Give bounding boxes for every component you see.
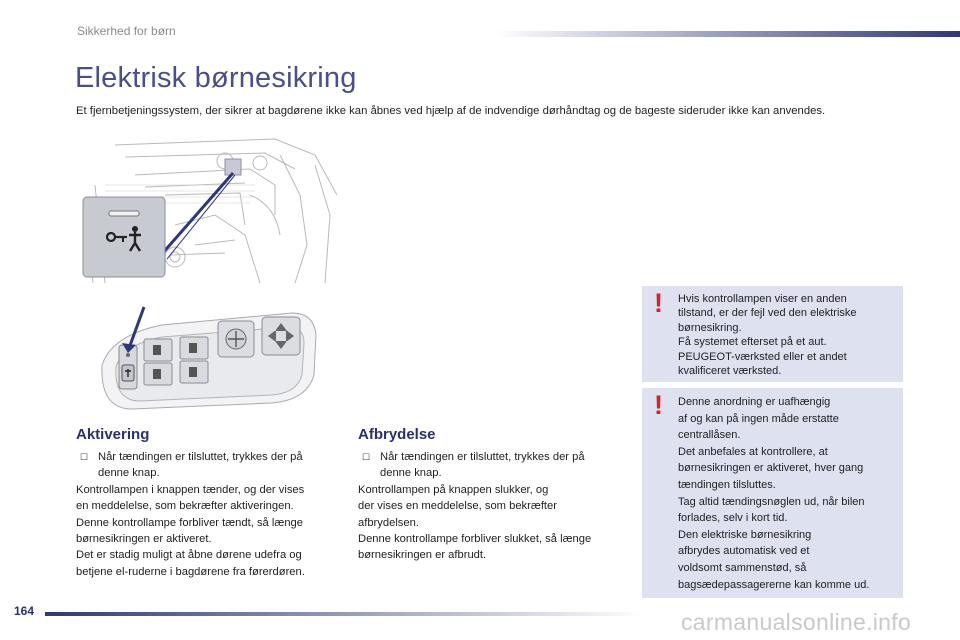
activation-title: Aktivering — [76, 426, 150, 443]
activation-text — [76, 449, 346, 580]
warning-line: tilstand, er der fejl ved den elektriske — [678, 307, 857, 320]
deactivation-line-1: Kontrollampen på knappen slukker, og — [358, 483, 549, 496]
activation-line-6: betjene el-ruderne i bagdørene fra førerdøren. — [76, 565, 305, 578]
warning-line: Få systemet efterset på et aut. — [678, 336, 827, 349]
warning-text — [678, 292, 898, 378]
page-number: 164 — [14, 604, 35, 618]
deactivation-line-5: børnesikringen er afbrudt. — [358, 549, 487, 562]
intro-text: Et fjernbetjeningssystem, der sikrer at bagdørene ikke kan åbnes ved hjælp af de indvendige dørhåndtag og de bageste sideruder ikke kan anvendes. — [76, 105, 826, 117]
arrow-bullet-icon: ☐ — [80, 452, 89, 462]
warning-line: børnesikring. — [678, 321, 742, 334]
deactivation-line-4: Denne kontrollampe forbliver slukket, så længe — [358, 533, 592, 546]
activation-bullet-line-2: denne knap. — [98, 467, 160, 480]
activation-line-5: Det er stadig muligt at åbne dørene udefra og — [76, 549, 302, 562]
arrow-bullet-icon: ☐ — [362, 452, 371, 462]
warning-line: børnesikringen er aktiveret, hver gang — [678, 462, 864, 475]
deactivation-bullet — [358, 449, 628, 482]
warning-line: af og kan på ingen måde erstatte — [678, 412, 839, 425]
deactivation-line-3: afbrydelsen. — [358, 516, 419, 529]
warning-line: centrallåsen. — [678, 429, 741, 442]
warning-line: bagsædepassagererne kan komme ud. — [678, 578, 870, 591]
warning-line: PEUGEOT-værksted eller et andet — [678, 350, 847, 363]
deactivation-bullet-line-1: Når tændingen er tilsluttet, trykkes der på — [380, 451, 585, 463]
warning-exclamation-icon: ! — [654, 390, 663, 420]
section-header: Sikkerhed for børn — [77, 24, 176, 38]
warning-line: Hvis kontrollampen viser en anden — [678, 293, 847, 305]
warning-line: Denne anordning er uafhængig — [678, 396, 831, 408]
warning-exclamation-icon: ! — [654, 288, 663, 318]
warning-box-central-locking — [642, 388, 903, 598]
door-panel-illustration — [92, 305, 320, 410]
dashboard-illustration — [75, 135, 337, 283]
footer-bar — [45, 612, 645, 616]
warning-box-fault — [642, 286, 903, 382]
deactivation-title: Afbrydelse — [358, 426, 436, 443]
warning-line: Den elektriske børnesikring — [678, 528, 812, 541]
watermark: carmanualsonline.info — [681, 609, 912, 635]
deactivation-bullet-line-2: denne knap. — [380, 467, 442, 480]
activation-bullet-line-1: Når tændingen er tilsluttet, trykkes der på — [98, 451, 303, 463]
warning-text — [678, 394, 898, 593]
activation-line-2: en meddelelse, som bekræfter aktiveringen. — [76, 500, 294, 513]
warning-line: forlades, selv i kort tid. — [678, 512, 788, 525]
page-title: Elektrisk børnesikring — [75, 62, 357, 94]
activation-line-4: børnesikringen er aktiveret. — [76, 533, 212, 546]
header-bar — [495, 31, 960, 37]
activation-line-1: Kontrollampen i knappen tænder, og der vises — [76, 483, 305, 496]
warning-line: tændingen tilsluttes. — [678, 478, 776, 491]
deactivation-line-2: der vises en meddelelse, som bekræfter — [358, 500, 557, 513]
warning-line: Tag altid tændingsnøglen ud, når bilen — [678, 495, 865, 508]
activation-bullet — [76, 449, 346, 482]
activation-line-3: Denne kontrollampe forbliver tændt, så længe — [76, 516, 303, 529]
deactivation-text — [358, 449, 628, 564]
warning-line: Det anbefales at kontrollere, at — [678, 445, 828, 458]
warning-line: voldsomt sammenstød, så — [678, 561, 807, 574]
warning-line: kvalificeret værksted. — [678, 365, 782, 378]
warning-line: afbrydes automatisk ved et — [678, 545, 810, 558]
